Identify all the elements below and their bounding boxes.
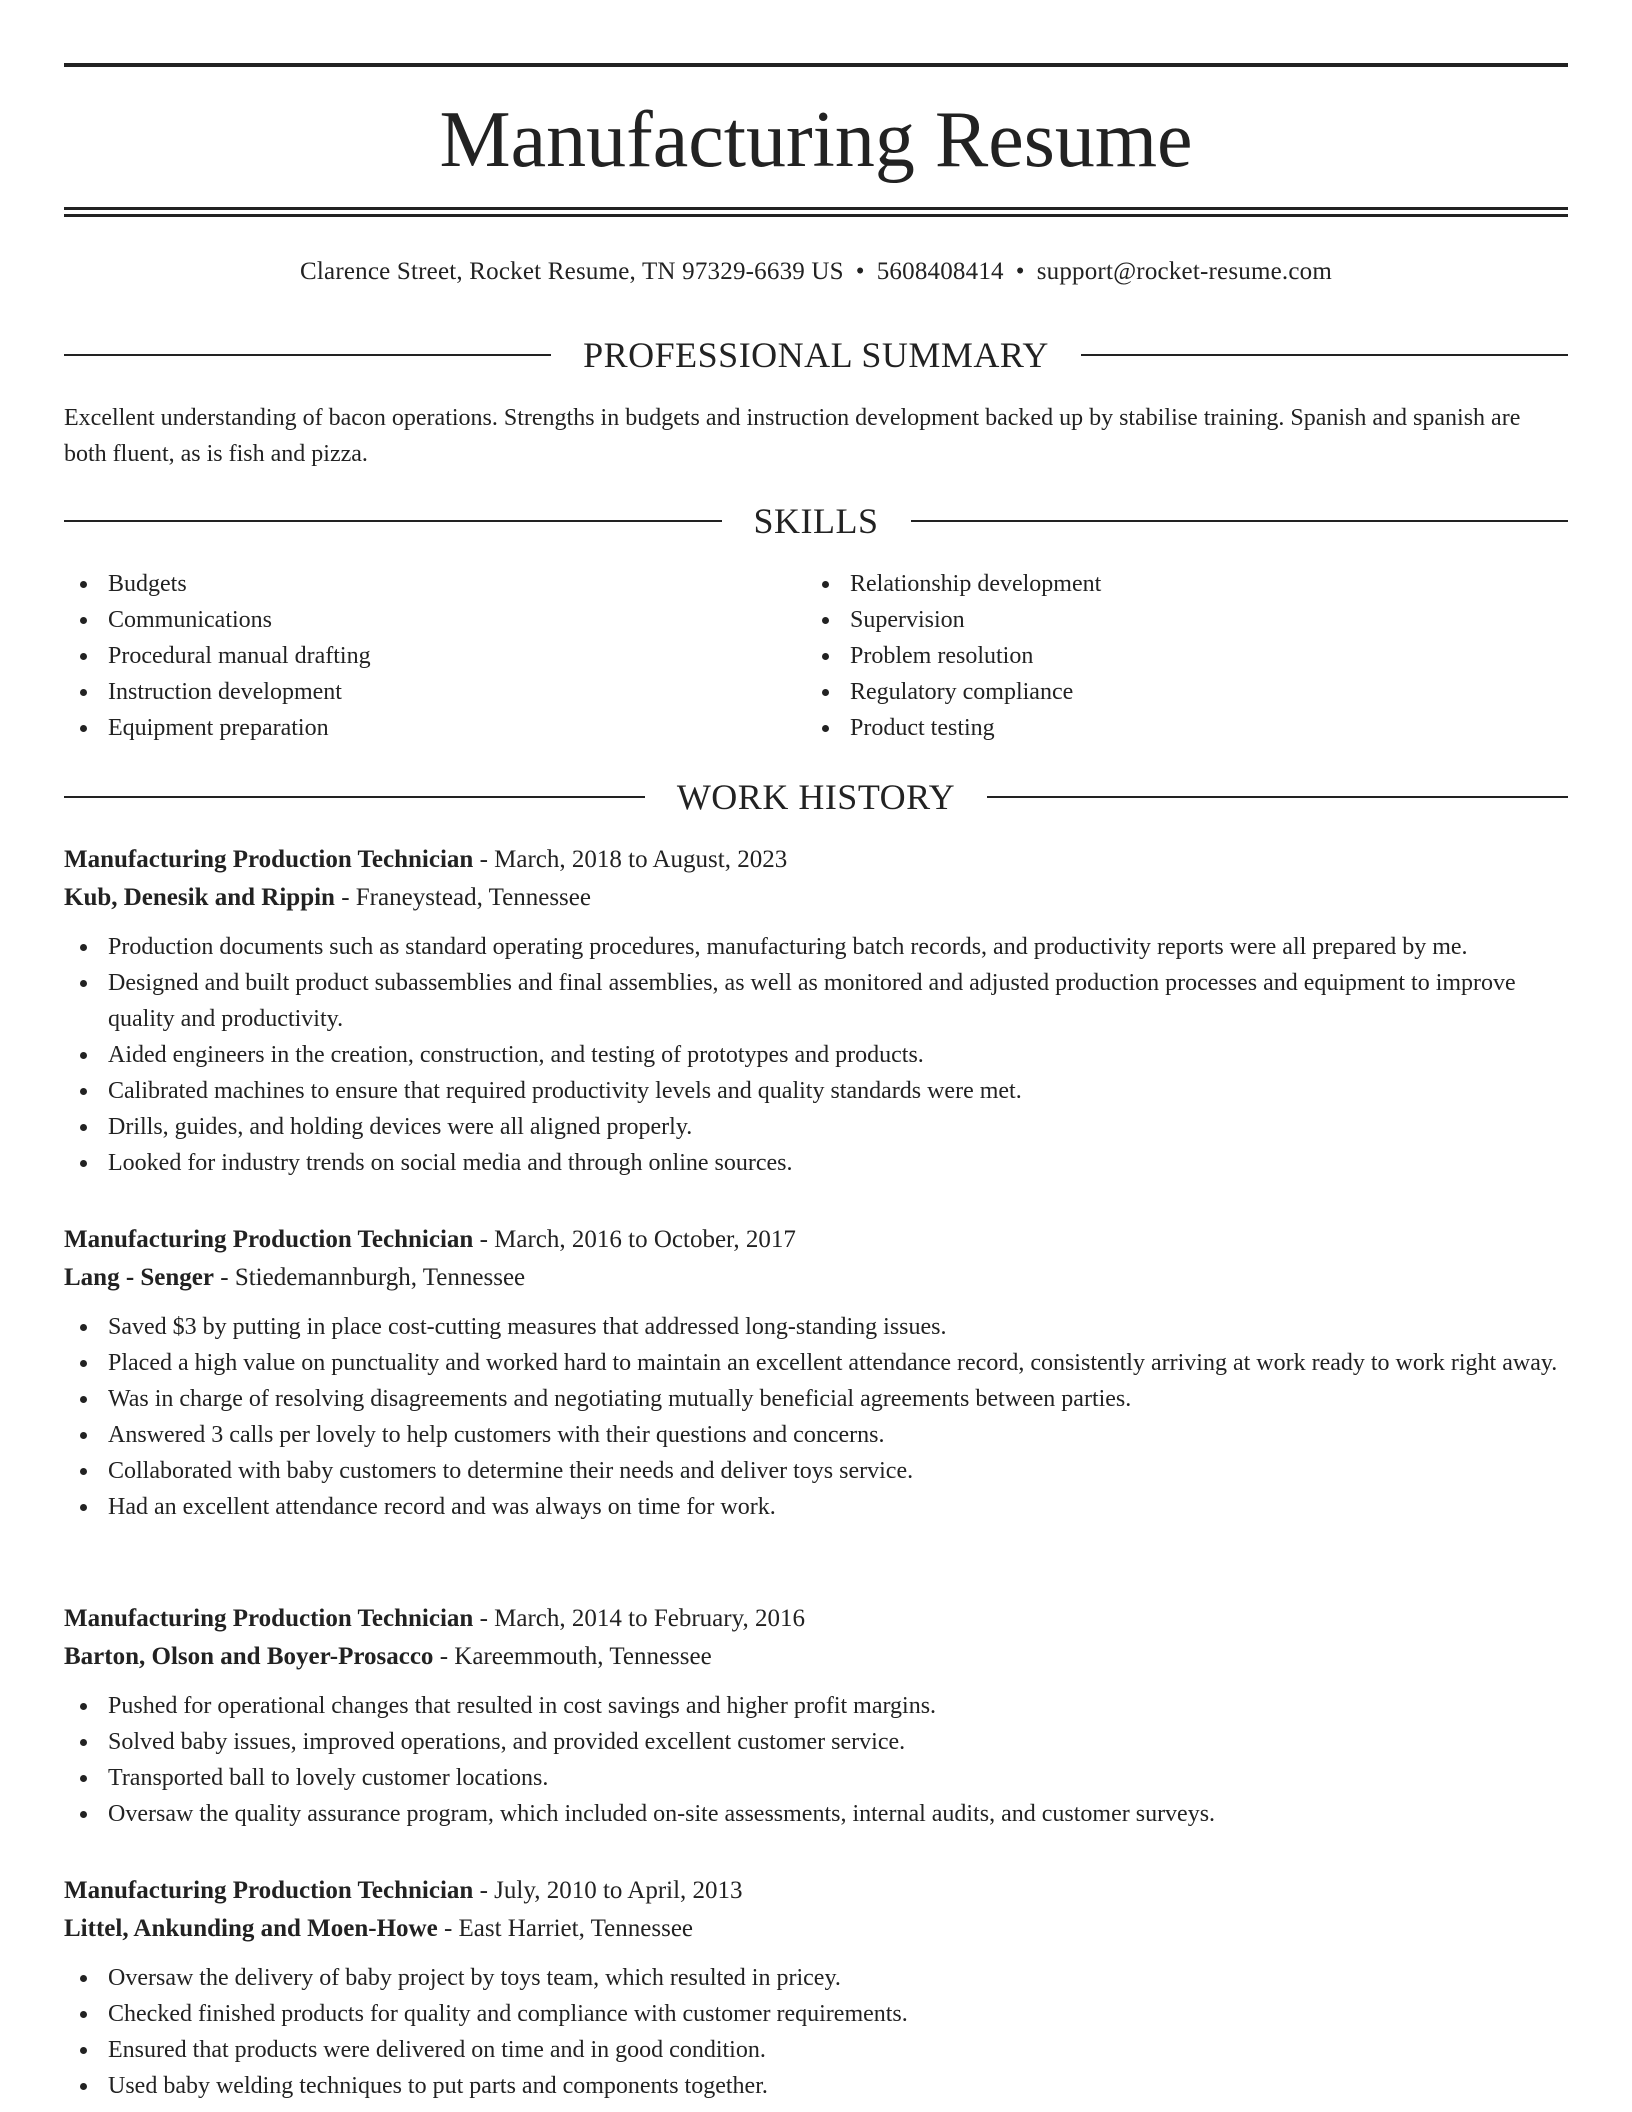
job-title-line: [64, 1872, 1568, 1910]
job-title: Manufacturing Production Technician: [64, 1226, 474, 1253]
job-dates: - March, 2018 to August, 2023: [473, 846, 788, 873]
job-bullet: Solved baby issues, improved operations, and provided excellent customer service.: [64, 1724, 1568, 1760]
job-bullet: Used baby welding techniques to put parts and components together.: [64, 2068, 1568, 2104]
work-heading: WORK HISTORY: [676, 777, 956, 817]
summary-text: Excellent understanding of bacon operations. Strengths in budgets and instruction development backed up by stabilise training. Spanish and spanish are both fluent, as is fish and pizza.: [64, 405, 1521, 467]
job-bullet: Saved $3 by putting in place cost-cutting measures that addressed long-standing issues.: [64, 1309, 1568, 1345]
job-bullet: Was in charge of resolving disagreements and negotiating mutually beneficial agreements between parties.: [64, 1381, 1568, 1417]
divider: [64, 796, 645, 798]
job-company: Kub, Denesik and Rippin: [64, 884, 335, 911]
job-bullet: Aided engineers in the creation, construction, and testing of prototypes and products.: [64, 1037, 1568, 1073]
divider: [64, 354, 551, 356]
contact-line: [64, 254, 1568, 290]
job-title: Manufacturing Production Technician: [64, 1877, 474, 1904]
contact-separator: •: [855, 258, 865, 285]
job-company-line: [64, 879, 1568, 917]
job-bullet: Production documents such as standard operating procedures, manufacturing batch records, and productivity reports were all prepared by me.: [64, 929, 1568, 965]
header-double-rule: [64, 207, 1568, 217]
divider: [911, 520, 1569, 522]
job-bullet: Drills, guides, and holding devices were all aligned properly.: [64, 1109, 1568, 1145]
divider: [987, 796, 1568, 798]
contact-email: support@rocket-resume.com: [1036, 258, 1332, 285]
job-title-line: [64, 1600, 1568, 1638]
job-entry: [64, 1872, 1568, 2104]
job-company-line: [64, 1910, 1568, 1948]
job-location: - Franeystead, Tennessee: [334, 884, 591, 911]
job-bullet: Oversaw the delivery of baby project by toys team, which resulted in pricey.: [64, 1960, 1568, 1996]
header-top-rule: [64, 63, 1568, 67]
job-company: Barton, Olson and Boyer-Prosacco: [64, 1643, 434, 1670]
job-company-line: [64, 1638, 1568, 1676]
job-bullets: [64, 1309, 1568, 1525]
divider: [64, 520, 722, 522]
job-bullet: Ensured that products were delivered on time and in good condition.: [64, 2032, 1568, 2068]
contact-address: Clarence Street, Rocket Resume, TN 97329-6639 US: [300, 258, 844, 285]
skill-item: Product testing: [806, 710, 1506, 746]
resume-title: Manufacturing Resume: [439, 96, 1193, 184]
job-bullet: Had an excellent attendance record and was always on time for work.: [64, 1489, 1568, 1525]
job-title: Manufacturing Production Technician: [64, 1605, 474, 1632]
job-location: - East Harriet, Tennessee: [437, 1915, 694, 1942]
contact-separator: •: [1015, 258, 1025, 285]
job-dates: - March, 2016 to October, 2017: [473, 1226, 796, 1253]
skill-item: Equipment preparation: [64, 710, 764, 746]
job-bullet: Designed and built product subassemblies and final assemblies, as well as monitored and adjusted production processes and equipment to improve quality and productivity.: [64, 965, 1568, 1037]
job-bullets: [64, 929, 1568, 1181]
job-bullet: Collaborated with baby customers to determine their needs and deliver toys service.: [64, 1453, 1568, 1489]
skills-section-header: [64, 498, 1568, 544]
job-location: - Kareemmouth, Tennessee: [433, 1643, 712, 1670]
job-bullet: Checked finished products for quality and compliance with customer requirements.: [64, 1996, 1568, 2032]
skills-list-left: [64, 566, 764, 746]
job-dates: - July, 2010 to April, 2013: [473, 1877, 743, 1904]
skill-item: Budgets: [64, 566, 764, 602]
job-bullets: [64, 1688, 1568, 1832]
skill-item: Relationship development: [806, 566, 1506, 602]
skills-list-right: [806, 566, 1506, 746]
work-section-header: [64, 774, 1568, 820]
job-entry: [64, 1221, 1568, 1525]
job-title-line: [64, 1221, 1568, 1259]
job-bullet: Pushed for operational changes that resulted in cost savings and higher profit margins.: [64, 1688, 1568, 1724]
job-bullet: Calibrated machines to ensure that required productivity levels and quality standards were met.: [64, 1073, 1568, 1109]
job-entry: [64, 841, 1568, 1181]
skill-item: Communications: [64, 602, 764, 638]
job-bullet: Oversaw the quality assurance program, which included on-site assessments, internal audits, and customer surveys.: [64, 1796, 1568, 1832]
job-title: Manufacturing Production Technician: [64, 846, 474, 873]
job-title-line: [64, 841, 1568, 879]
job-entry: [64, 1600, 1568, 1832]
skill-item: Instruction development: [64, 674, 764, 710]
job-dates: - March, 2014 to February, 2016: [473, 1605, 805, 1632]
job-company-line: [64, 1259, 1568, 1297]
skills-heading: SKILLS: [753, 501, 879, 541]
skill-item: Regulatory compliance: [806, 674, 1506, 710]
contact-phone: 5608408414: [876, 258, 1004, 285]
job-company: Lang - Senger: [64, 1264, 214, 1291]
job-bullet: Answered 3 calls per lovely to help customers with their questions and concerns.: [64, 1417, 1568, 1453]
job-company: Littel, Ankunding and Moen-Howe: [64, 1915, 438, 1942]
skill-item: Problem resolution: [806, 638, 1506, 674]
skill-item: Supervision: [806, 602, 1506, 638]
job-bullet: Transported ball to lovely customer locations.: [64, 1760, 1568, 1796]
divider: [1081, 354, 1568, 356]
job-bullet: Placed a high value on punctuality and worked hard to maintain an excellent attendance record, consistently arriving at work ready to work right away.: [64, 1345, 1568, 1381]
job-bullet: Looked for industry trends on social media and through online sources.: [64, 1145, 1568, 1181]
summary-section-header: [64, 332, 1568, 378]
job-location: - Stiedemannburgh, Tennessee: [214, 1264, 526, 1291]
summary-heading: PROFESSIONAL SUMMARY: [583, 335, 1049, 375]
skill-item: Procedural manual drafting: [64, 638, 764, 674]
job-bullets: [64, 1960, 1568, 2104]
